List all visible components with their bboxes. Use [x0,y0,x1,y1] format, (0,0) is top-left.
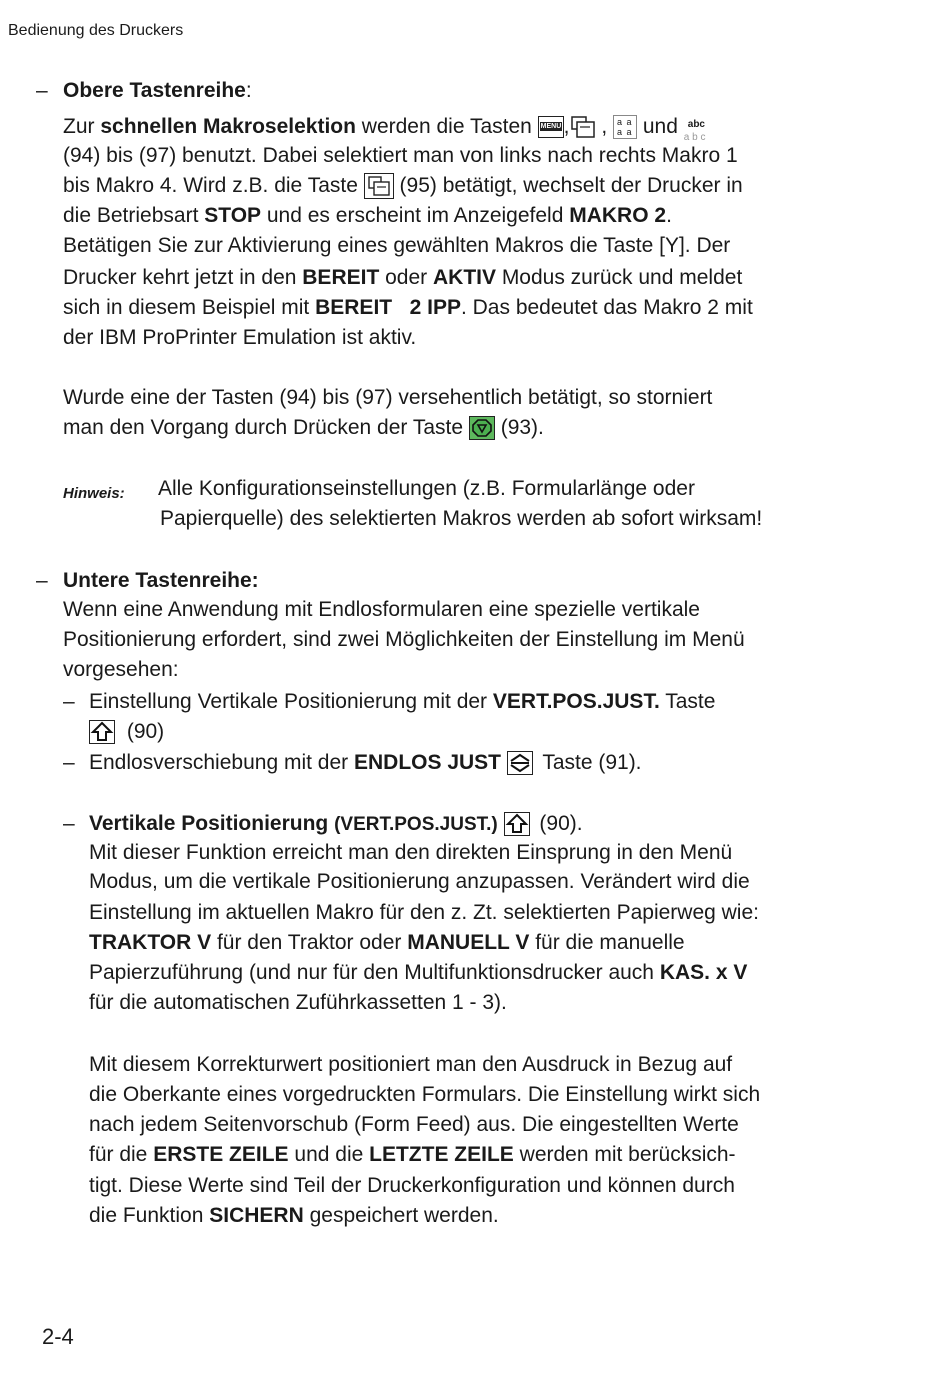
cancel-key-icon [469,416,495,440]
paragraph-line: Drucker kehrt jetzt in den BEREIT oder AKTIV Modus zurück und meldet [63,266,743,289]
paragraph-line: Mit dieser Funktion erreicht man den direkten Einsprung in den Menü [89,841,733,864]
note-text: Alle Konfigurationseinstellungen (z.B. Formularlänge oder [158,477,695,500]
dash-bullet: – [36,79,48,102]
paper-path-key-icon [570,115,596,139]
dash-bullet: – [63,690,75,713]
paragraph-line: bis Makro 4. Wird z.B. die Taste (95) betätigt, wechselt der Drucker in [63,173,743,199]
paragraph-line: Mit diesem Korrekturwert positioniert man den Ausdruck in Bezug auf [89,1053,733,1076]
paragraph-line: für die automatischen Zuführkassetten 1 - 3). [89,991,507,1014]
paragraph-line: (94) bis (97) benutzt. Dabei selektiert man von links nach rechts Makro 1 [63,144,738,167]
dash-bullet: – [63,812,75,835]
section-heading-upper: Obere Tastenreihe: [63,79,252,102]
paragraph-line: tigt. Diese Werte sind Teil der Druckerkonfiguration und können durch [89,1174,735,1197]
running-header: Bedienung des Druckers [8,22,184,39]
paragraph-line: Modus, um die vertikale Positionierung anzupassen. Verändert wird die [89,870,750,893]
paragraph-line: Wurde eine der Tasten (94) bis (97) versehentlich betätigt, so storniert [63,386,713,409]
font-key-icon: a a a a [613,115,637,139]
list-item: Einstellung Vertikale Positionierung mit der VERT.POS.JUST. Taste [89,690,716,713]
paragraph-line: Positionierung erfordert, sind zwei Möglichkeiten der Einstellung im Menü [63,628,745,651]
paragraph-line: vorgesehen: [63,658,179,681]
note-text: Papierquelle) des selektierten Makros werden ab sofort wirksam! [160,507,763,530]
list-item-continued: (90) [89,719,164,745]
list-item: Endlosverschiebung mit der ENDLOS JUST Taste (91). [89,751,642,774]
page-number: 2-4 [42,1324,74,1349]
paragraph-line: Einstellung im aktuellen Makro für den z. Zt. selektierten Papierweg wie: [89,901,759,924]
paragraph-line: man den Vorgang durch Drücken der Taste (93). [63,416,544,439]
paragraph-line: sich in diesem Beispiel mit BEREIT 2 IPP. Das bedeutet das Makro 2 mit [63,296,753,319]
dash-bullet: – [63,751,75,774]
paragraph-line: für die ERSTE ZEILE und die LETZTE ZEILE werden mit berücksich- [89,1143,736,1166]
paragraph-line: Papierzuführung (und nur für den Multifunktionsdrucker auch KAS. x V [89,961,748,984]
paragraph-line: die Funktion SICHERN gespeichert werden. [89,1204,499,1227]
paper-path-key-icon [364,173,394,199]
subsection-heading: Vertikale Positionierung (VERT.POS.JUST.) (90). [89,812,583,835]
paragraph-line: der IBM ProPrinter Emulation ist aktiv. [63,326,417,349]
paragraph-line: Zur schnellen Makroselektion werden die Tasten MENU , , a a a a und abc a b c [63,114,710,140]
vertical-adjust-key-icon [89,720,115,744]
paragraph-line: Betätigen Sie zur Aktivierung eines gewählten Makros die Taste [Y]. Der [63,234,731,257]
paragraph-line: Wenn eine Anwendung mit Endlosformularen eine spezielle vertikale [63,598,700,621]
dash-bullet: – [36,569,48,592]
paragraph-line: nach jedem Seitenvorschub (Form Feed) aus. Die eingestellten Werte [89,1113,739,1136]
paragraph-line: die Betriebsart STOP und es erscheint im Anzeigefeld MAKRO 2. [63,204,672,227]
vertical-adjust-key-icon [504,812,530,836]
pitch-key-icon: abc a b c [684,115,710,139]
section-heading-lower: Untere Tastenreihe: [63,569,259,592]
note-label: Hinweis: [63,485,125,502]
paragraph-line: die Oberkante eines vorgedruckten Formulars. Die Einstellung wirkt sich [89,1083,761,1106]
menu-key-icon: MENU [538,116,564,138]
paragraph-line: TRAKTOR V für den Traktor oder MANUELL V für die manuelle [89,931,685,954]
form-feed-adjust-key-icon [507,751,533,775]
